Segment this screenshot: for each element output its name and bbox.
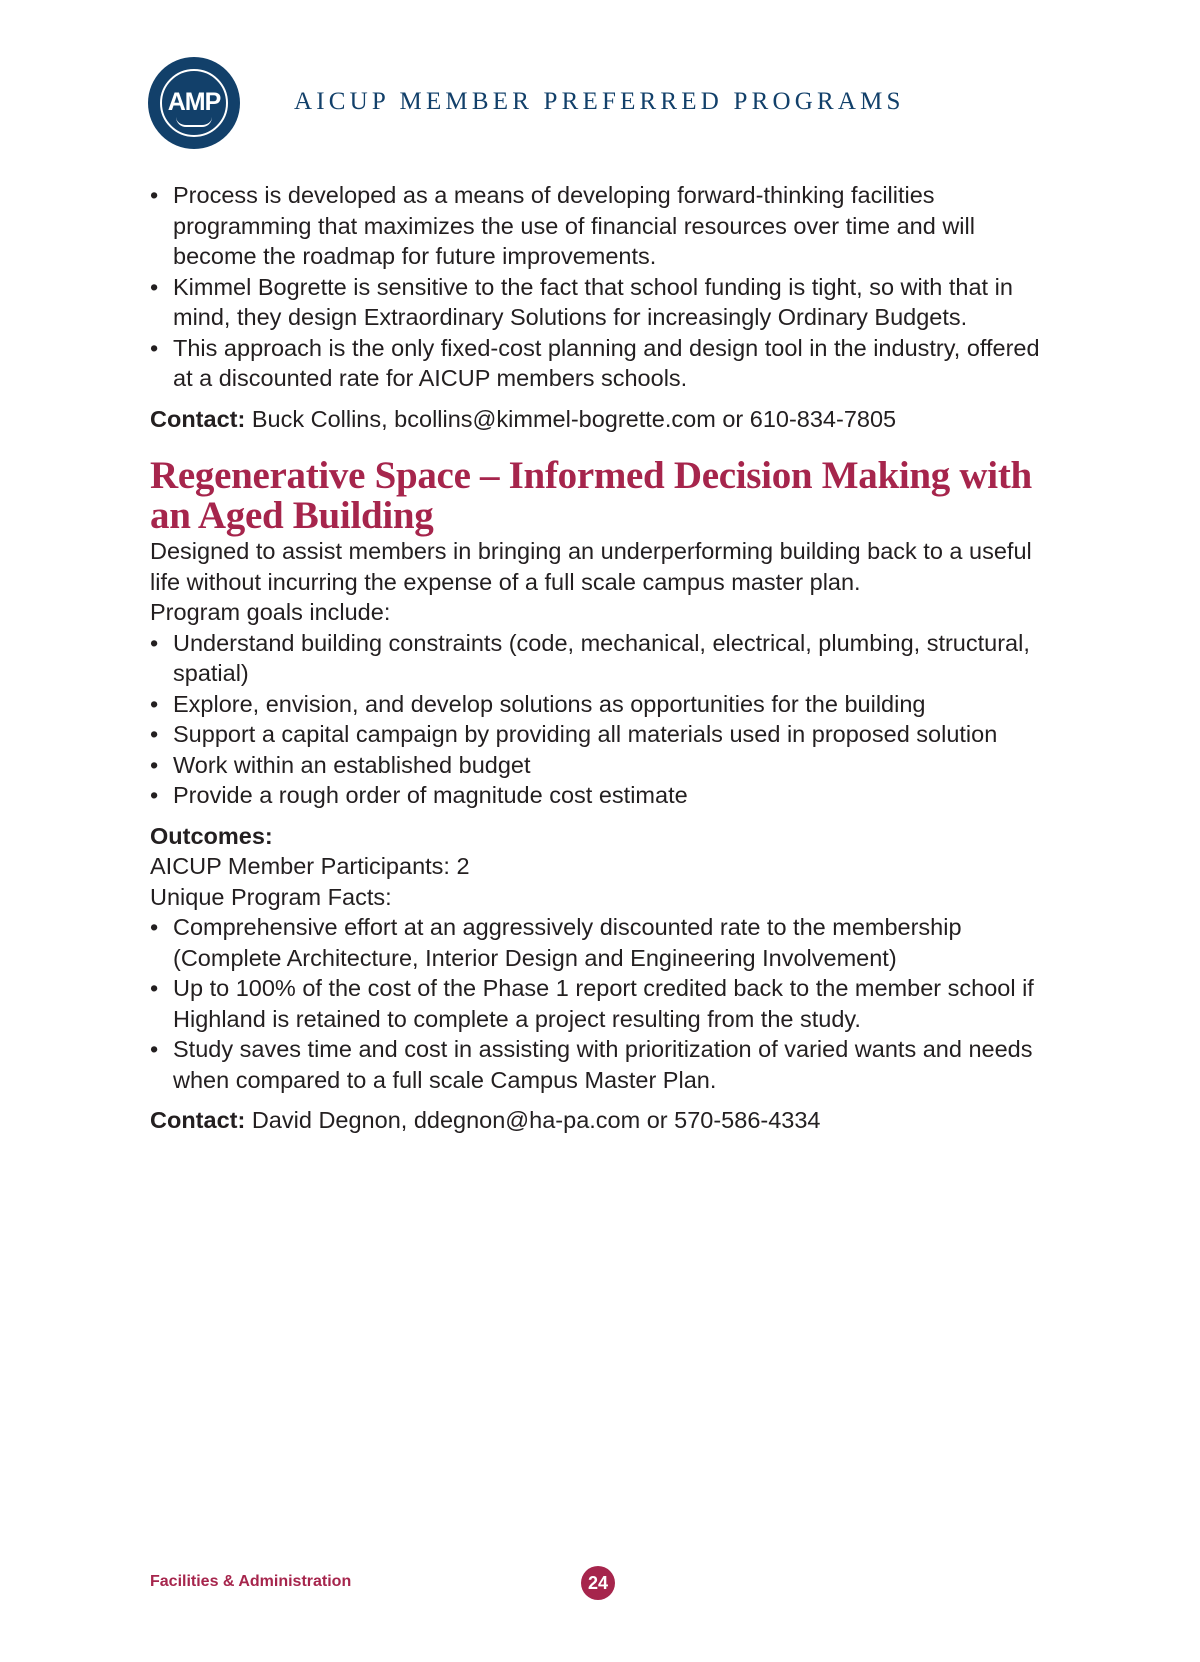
list-item [150,719,1050,750]
list-item-text: This approach is the only fixed-cost planning and design tool in the industry, offered at a discounted rate for AICUP members schools. [173,334,1040,391]
bullet-icon: • [150,182,159,208]
list-item-text: Explore, envision, and develop solutions as opportunities for the building [173,690,926,717]
bullet-icon: • [150,1036,159,1062]
list-item-text: Understand building constraints (code, mechanical, electrical, plumbing, structural, spatial) [173,629,1030,686]
goals-list [150,628,1050,811]
bullet-icon: • [150,721,159,747]
page-number-badge: 24 [581,1566,615,1600]
bullet-icon: • [150,273,159,300]
participants-text: AICUP Member Participants: 2 [150,853,470,879]
bullet-icon: • [150,975,159,1001]
list-item [150,973,1050,1034]
list-item [150,333,1050,394]
list-item-text: Provide a rough order of magnitude cost estimate [173,782,688,808]
outcomes-label: Outcomes: [150,822,273,849]
goals-label: Program goals include: [150,599,391,625]
list-item [150,750,1050,781]
list-item-text: Study saves time and cost in assisting with prioritization of varied wants and needs when compared to a full scale Campus Master Plan. [173,1036,1033,1093]
list-item [150,628,1050,689]
logo-swoosh [176,117,212,127]
list-item [150,912,1050,973]
section-description: Designed to assist members in bringing an underperforming building back to a useful life without incurring the expense of a full scale campus master plan. [150,538,1032,595]
section-title: Regenerative Space – Informed Decision Making with an Aged Building [150,454,1032,537]
list-item-text: Process is developed as a means of developing forward-thinking facilities programming that maximizes the use of financial resources over time and will become the roadmap for future improvements. [173,182,975,269]
footer-category: Facilities & Administration [150,1573,352,1590]
list-item [150,1034,1050,1095]
list-item-text: Work within an established budget [173,751,531,778]
header-title: AICUP MEMBER PREFERRED PROGRAMS [294,88,905,115]
list-item-text: Support a capital campaign by providing all materials used in proposed solution [173,721,998,747]
facts-list [150,912,1050,1095]
list-item [150,689,1050,720]
contact-label: Contact: [150,1107,246,1133]
list-item [150,180,1050,272]
main-content [150,180,1050,1136]
bullet-icon: • [150,782,159,808]
contact-label: Contact: [150,405,246,432]
contact-text: David Degnon, ddegnon@ha-pa.com or 570-586-4334 [251,1107,821,1133]
contact-text: Buck Collins, bcollins@kimmel-bogrette.com or 610-834-7805 [251,405,897,432]
contact-line-2 [150,1105,1050,1136]
contact-line-1 [150,404,1050,435]
bullet-icon: • [150,334,159,361]
facts-label: Unique Program Facts: [150,883,392,910]
page-header [148,57,1048,149]
list-item-text: Comprehensive effort at an aggressively discounted rate to the membership (Complete Architecture, Interior Design and Engineering Involvement) [173,914,962,971]
amp-logo [148,57,240,149]
list-item [150,780,1050,811]
bullet-icon: • [150,751,159,778]
bullet-icon: • [150,914,159,940]
list-item-text: Kimmel Bogrette is sensitive to the fact that school funding is tight, so with that in mind, they design Extraordinary Solutions for increasingly Ordinary Budgets. [173,273,1013,330]
list-item-text: Up to 100% of the cost of the Phase 1 report credited back to the member school if Highland is retained to complete a project resulting from the study. [173,975,1034,1032]
intro-bullet-list [150,180,1050,394]
list-item [150,272,1050,333]
outcomes-block [150,821,1050,913]
logo-text: AMP [167,88,221,116]
bullet-icon: • [150,690,159,717]
bullet-icon: • [150,629,159,656]
